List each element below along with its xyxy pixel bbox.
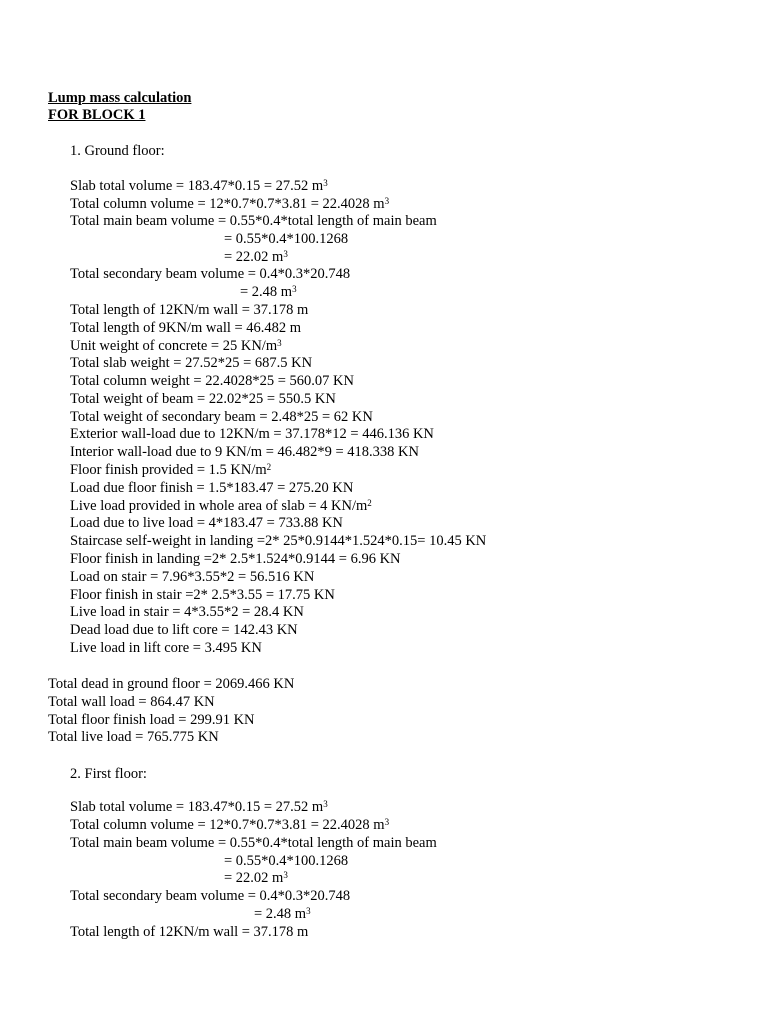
calc-line: Total secondary beam volume = 0.4*0.3*20.748: [70, 888, 351, 904]
total-line: Total wall load = 864.47 KN: [48, 694, 215, 710]
calc-line: Slab total volume = 183.47*0.15 = 27.52 $m^3$: [70, 799, 328, 815]
document-title: Lump mass calculation: [48, 90, 192, 106]
calc-line: Unit weight of concrete = 25 $KN/m^3$: [70, 338, 282, 354]
section-heading-ground-floor: 1. Ground floor:: [70, 143, 165, 159]
calc-line: Load due to live load = 4*183.47 = 733.88 KN: [70, 515, 343, 531]
calc-line: Load due floor finish = 1.5*183.47 = 275.20 KN: [70, 480, 354, 496]
calc-line: Exterior wall-load due to 12KN/m = 37.178*12 = 446.136 KN: [70, 426, 434, 442]
calc-line: Floor finish in landing =2* 2.5*1.524*0.9144 = 6.96 KN: [70, 551, 401, 567]
calc-line: Live load in stair = 4*3.55*2 = 28.4 KN: [70, 604, 304, 620]
calc-line: Floor finish in stair =2* 2.5*3.55 = 17.75 KN: [70, 587, 335, 603]
calc-line: Total length of 12KN/m wall = 37.178 m: [70, 302, 309, 318]
calc-line: = 22.02 $m^3$: [224, 870, 288, 886]
calc-line: Dead load due to lift core = 142.43 KN: [70, 622, 298, 638]
calc-line: = 22.02 $m^3$: [224, 249, 288, 265]
calc-line: Total weight of secondary beam = 2.48*25 = 62 KN: [70, 409, 373, 425]
calc-line: = 0.55*0.4*100.1268: [224, 231, 349, 247]
section-heading-first-floor: 2. First floor:: [70, 766, 147, 782]
calc-line: Live load provided in whole area of slab = 4 $KN/m^2$: [70, 498, 372, 514]
calc-line: Total length of 9KN/m wall = 46.482 m: [70, 320, 302, 336]
calc-line: = 0.55*0.4*100.1268: [224, 853, 349, 869]
calc-line: Total slab weight = 27.52*25 = 687.5 KN: [70, 355, 313, 371]
total-line: Total dead in ground floor = 2069.466 KN: [48, 676, 295, 692]
calc-line: = 2.48 $m^3$: [240, 284, 297, 300]
calc-line: Total main beam volume = 0.55*0.4*total length of main beam: [70, 835, 437, 851]
calc-line: = 2.48 $m^3$: [254, 906, 311, 922]
calc-line: Total main beam volume = 0.55*0.4*total length of main beam: [70, 213, 437, 229]
calc-line: Total column volume = 12*0.7*0.7*3.81 = 22.4028 $m^3$: [70, 817, 390, 833]
total-line: Total floor finish load = 299.91 KN: [48, 712, 255, 728]
calc-line: Live load in lift core = 3.495 KN: [70, 640, 262, 656]
calc-line: Total length of 12KN/m wall = 37.178 m: [70, 924, 309, 940]
block-heading: FOR BLOCK 1: [48, 107, 146, 123]
calc-line: Floor finish provided = 1.5 $KN/m^2$: [70, 462, 272, 478]
calc-line: Load on stair = 7.96*3.55*2 = 56.516 KN: [70, 569, 315, 585]
calc-line: Staircase self-weight in landing =2* 25*0.9144*1.524*0.15= 10.45 KN: [70, 533, 487, 549]
calc-line: Total column volume = 12*0.7*0.7*3.81 = 22.4028 $m^3$: [70, 196, 390, 212]
calc-line: Total weight of beam = 22.02*25 = 550.5 KN: [70, 391, 336, 407]
calc-line: Interior wall-load due to 9 KN/m = 46.482*9 = 418.338 KN: [70, 444, 419, 460]
calc-line: Total secondary beam volume = 0.4*0.3*20.748: [70, 266, 351, 282]
calc-line: Slab total volume = 183.47*0.15 = 27.52 $m^3$: [70, 178, 328, 194]
calc-line: Total column weight = 22.4028*25 = 560.07 KN: [70, 373, 354, 389]
total-line: Total live load = 765.775 KN: [48, 729, 219, 745]
